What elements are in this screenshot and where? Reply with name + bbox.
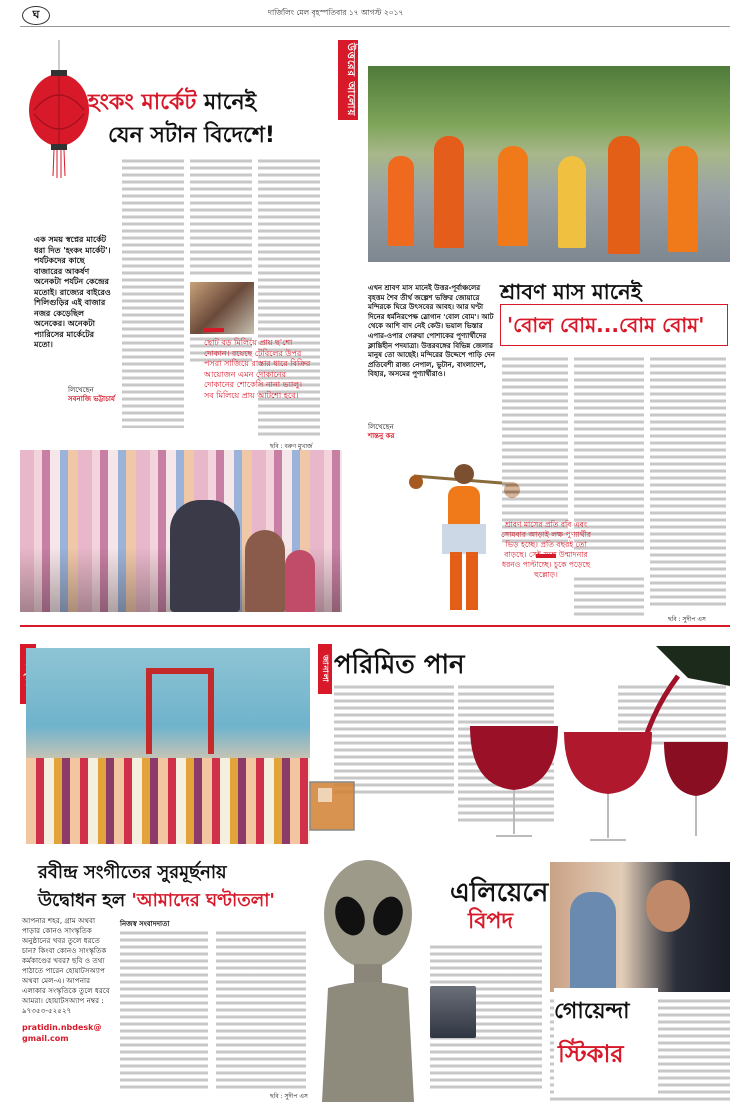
page-header: [0, 0, 750, 24]
body-column: [502, 356, 568, 546]
photo-scientist: [430, 986, 476, 1038]
headline-sticker-black: গোয়েন্দা: [554, 999, 630, 1024]
alien-figure: [318, 856, 428, 1102]
headline-bol-bom-box: [500, 304, 728, 346]
intro-bol-bom: এখন শ্রাবণ মাস মানেই উত্তর-পূর্বাঞ্চলের বৃহত্তম শৈব তীর্থ জল্পেশ ভক্তির জোয়ারে মন্দিরকে ঘিরে উৎসবের আবহ। আর ঘণ্টা দিনের ধর্মনিরপেক্ষ স্লোগান 'বোল বোম'। আট থেকে আশি বাদ নেই কেউ। ভয়াল ভিস্তার এপার-ওপার গেরুয়া পোশাকের পুণ্যার্থীদের ক্লান্তিহীন পদযাত্রা। উত্তরবঙ্গের বিভিন্ন জেলার মানুষ তো আছেই। মন্দিরের উদ্দেশে পাড়ি দেন প্রতিবেশী রাজ্য নেপাল, ভুটান, বাংলাদেশ, বিহার, অসমের পুণ্যার্থীরাও।: [368, 284, 495, 379]
headline-black-part: উদ্বোধন হল: [38, 890, 126, 911]
headline-bol-bom-top: শ্রাবণ মাস মানেই: [500, 280, 642, 304]
story-ghantatala: [20, 632, 310, 1102]
story-hongkong-market: [20, 30, 360, 615]
body-column: [216, 930, 306, 1090]
byline-prefix: লিখেছেন: [68, 386, 94, 394]
dress-mannequin: [570, 892, 616, 992]
body-column: [120, 930, 208, 1090]
byline-name: শান্তনু কর: [368, 432, 395, 440]
pilgrim-figure: [388, 156, 414, 246]
body-column: [650, 356, 726, 606]
kicker-uttarer-aloy: উত্তরের আলোয়: [338, 40, 358, 120]
byline-name: সবনাজি ভট্টাচার্য: [68, 395, 115, 403]
email-line: pratidin.nbdesk@: [22, 1023, 102, 1032]
pilgrim-figure: [608, 136, 640, 254]
headline-hongkong-line1: [88, 85, 256, 122]
headline-red-part: 'আমাদের ঘণ্টাতলা': [131, 890, 275, 911]
byline-prefix: লিখেছেন: [368, 423, 394, 431]
photo-credit-ghantatala: ছবি : সুদীপ এস: [270, 1093, 308, 1100]
shopper-figure: [245, 530, 285, 612]
photo-credit-bol-bom: ছবি : সুদীপ এস: [668, 616, 706, 623]
headline-alien-red: বিপদ: [468, 909, 514, 934]
wine-glasses-icon: [468, 646, 730, 846]
pullquote-hongkong: ছোট বড় মিলিয়ে প্রায় ছ'শো দোকান। রয়েছে টেবিলের উপর পসরা সাজিয়ে রাস্তার ধারে বিক্রির আয়োজন এমন দোকানের দোকানের শোকেসি নানা ভ্যালু। সব মিলিয়ে প্রায় আটশো হবে।: [204, 338, 311, 400]
red-gate: [146, 668, 214, 754]
email-line: gmail.com: [22, 1034, 69, 1043]
masthead: দার্জিলিং মেল বৃহস্পতিবার ১৭ আগস্ট ২০১৭: [268, 8, 404, 17]
story-alien: [318, 852, 549, 1102]
pullquote-bol-bom: শ্রাবণ মাসের প্রতি রবি এবং সোমবার আড়াই লক্ষ পুণ্যার্থীর ভিড় হচ্ছে। প্রতি বছরই তো বাড়ছে। সেই সঙ্গে উন্মাদনার ধরনও পাল্টাচ্ছে। চুকে পড়েছে হুল্লোড়।: [500, 520, 592, 579]
headline-parimito-pan: পরিমিত পান: [334, 650, 465, 680]
byline-bol-bom: [368, 423, 488, 441]
pullquote-bar: [204, 328, 224, 332]
photo-market-stall: [190, 282, 254, 334]
headline-black-part: মানেই: [204, 90, 257, 115]
contact-box: [22, 916, 112, 1092]
pilgrim-figure: [434, 136, 464, 248]
photo-market-shoppers: [20, 450, 342, 612]
page-letter: ঘ: [32, 8, 40, 21]
photo-pilgrims-procession: [368, 66, 730, 262]
headline-red-part: হংকং মার্কেট: [88, 90, 197, 115]
photo-credit-hongkong: ছবি : বরুণ মুখার্জ: [270, 443, 313, 450]
contact-text: আপনার শহর, গ্রাম অথবা পাড়ার কোনও সাংস্কৃতিক অনুষ্ঠানের খবর তুলে ধরতে চান? কিংবা কোনও সাংস্কৃতিক কর্মকাণ্ডের খবর? ছবি ও তথ্য পাঠাতে পারেন হোয়াটসঅ্যাপ অথবা মেল-এ। আপনার এলাকার সংস্কৃতিকে তুলে ধরবে আমরা। হোয়াটসঅ্যাপ নম্বর : ৯৭৩৫৩-৫২৫২৭: [22, 916, 110, 1015]
shopper-figure: [170, 500, 240, 612]
pilgrim-figure: [498, 146, 528, 246]
woman-face: [646, 880, 690, 932]
headline-ghantatala-line1: রবীন্দ্র সংগীতের সুরমূর্ছনায়: [38, 862, 227, 883]
page-letter-badge: [22, 6, 50, 25]
header-rule: [20, 26, 730, 27]
pilgrim-figure: [668, 146, 698, 252]
intro-hongkong: এক সময় স্বপ্নের মার্কেট ধরা দিত 'হংকং মার্কেট'। পর্যটকদের কাছে বাজারের আকর্ষণ অনেকটা পর্যটন কেন্দ্রের মতোই। রাজ্যের বাইরেও শিলিগুড়ির এই বাজার নজর কেড়েছিল অনেকের। অনেকটা প্যারিসের মার্কেটের মতো।: [34, 235, 111, 349]
section-rule: [20, 625, 730, 627]
shopper-figure: [285, 550, 315, 612]
contact-email[interactable]: [22, 1022, 112, 1044]
byline-ghantatala: নিজস্ব সংবাদদাতা: [120, 920, 170, 928]
body-column: [190, 158, 252, 278]
headline-alien-black: এলিয়েনে: [450, 878, 549, 908]
photo-inauguration: [26, 648, 310, 844]
headline-ghantatala-line2: [38, 886, 275, 917]
pilgrim-figure: [558, 156, 586, 248]
headline-sticker-box: [554, 988, 658, 1096]
headline-bol-bom-main: 'বোল বোম...বোম বোম': [507, 313, 705, 337]
photo-woman-model: [550, 862, 730, 992]
story-parimito-pan: [318, 632, 730, 844]
body-column: [122, 158, 184, 428]
body-column: [574, 576, 644, 616]
kicker-janala: জানালা: [318, 644, 332, 694]
whiskey-glass-icon: [304, 772, 360, 836]
crowd: [26, 758, 310, 844]
byline-hongkong: [68, 386, 118, 404]
lantern-icon: [24, 40, 94, 180]
headline-hongkong-line2: যেন সটান বিদেশে!: [108, 123, 275, 148]
headline-sticker-red: স্টিকার: [558, 1040, 624, 1068]
story-sticker: [550, 852, 730, 1102]
story-bol-bom: [368, 66, 730, 623]
